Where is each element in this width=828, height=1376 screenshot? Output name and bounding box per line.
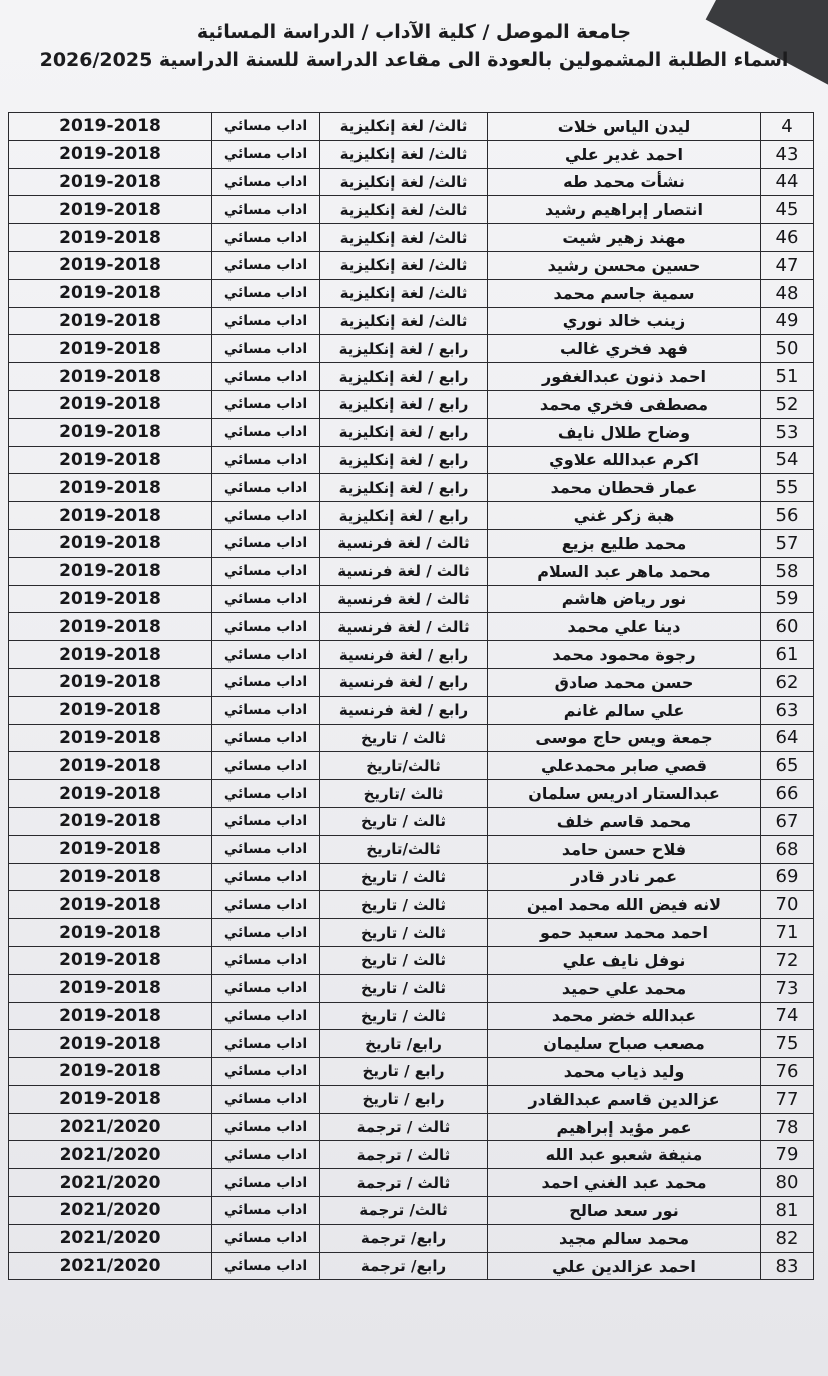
academic-year: 2019-2018 <box>9 1058 212 1086</box>
table-row <box>9 919 814 947</box>
student-name: عزالدين قاسم عبدالقادر <box>488 1085 761 1113</box>
stage-department: ثالث / تاريخ <box>320 1002 488 1030</box>
table-row <box>9 1169 814 1197</box>
stage-department: ثالث/ لغة إنكليزية <box>320 140 488 168</box>
roster-body <box>9 113 814 1280</box>
table-row <box>9 251 814 279</box>
student-name: انتصار إبراهيم رشيد <box>488 196 761 224</box>
row-number: 74 <box>761 1002 814 1030</box>
academic-year: 2019-2018 <box>9 1030 212 1058</box>
student-name: عبدالستار ادريس سلمان <box>488 780 761 808</box>
study-type: اداب مسائي <box>212 585 320 613</box>
table-row <box>9 613 814 641</box>
row-number: 62 <box>761 668 814 696</box>
academic-year: 2021/2020 <box>9 1197 212 1225</box>
study-type: اداب مسائي <box>212 1058 320 1086</box>
study-type: اداب مسائي <box>212 1085 320 1113</box>
row-number: 79 <box>761 1141 814 1169</box>
stage-department: ثالث/ لغة إنكليزية <box>320 196 488 224</box>
study-type: اداب مسائي <box>212 696 320 724</box>
table-row <box>9 696 814 724</box>
student-name: هبة زكر غني <box>488 502 761 530</box>
stage-department: ثالث/تاريخ <box>320 752 488 780</box>
academic-year: 2021/2020 <box>9 1224 212 1252</box>
row-number: 46 <box>761 224 814 252</box>
student-name: احمد غدير علي <box>488 140 761 168</box>
table-row <box>9 363 814 391</box>
table-row <box>9 724 814 752</box>
title-text: اسماء الطلبة المشمولين بالعودة الى مقاعد الدراسة <box>305 49 789 71</box>
row-number: 72 <box>761 946 814 974</box>
table-row <box>9 1030 814 1058</box>
academic-year: 2019-2018 <box>9 251 212 279</box>
academic-year: 2019-2018 <box>9 891 212 919</box>
study-type: اداب مسائي <box>212 1252 320 1280</box>
student-name: وضاح طلال نايف <box>488 418 761 446</box>
row-number: 77 <box>761 1085 814 1113</box>
academic-year: 2019-2018 <box>9 140 212 168</box>
student-name: محمد علي حميد <box>488 974 761 1002</box>
row-number: 57 <box>761 529 814 557</box>
academic-year: 2019-2018 <box>9 807 212 835</box>
stage-department: رابع / لغة فرنسية <box>320 668 488 696</box>
row-number: 51 <box>761 363 814 391</box>
study-type: اداب مسائي <box>212 863 320 891</box>
row-number: 48 <box>761 279 814 307</box>
table-row <box>9 140 814 168</box>
stage-department: رابع/ ترجمة <box>320 1252 488 1280</box>
table-row <box>9 1085 814 1113</box>
student-name: عمر نادر قادر <box>488 863 761 891</box>
stage-department: رابع / تاريخ <box>320 1085 488 1113</box>
row-number: 63 <box>761 696 814 724</box>
study-type: اداب مسائي <box>212 641 320 669</box>
stage-department: ثالث / ترجمة <box>320 1169 488 1197</box>
academic-year: 2019-2018 <box>9 113 212 141</box>
row-number: 43 <box>761 140 814 168</box>
study-type: اداب مسائي <box>212 1141 320 1169</box>
study-type: اداب مسائي <box>212 474 320 502</box>
study-type: اداب مسائي <box>212 140 320 168</box>
stage-department: ثالث/ لغة إنكليزية <box>320 113 488 141</box>
student-name: محمد سالم مجيد <box>488 1224 761 1252</box>
student-name: اكرم عبدالله علاوي <box>488 446 761 474</box>
document-header <box>0 18 828 74</box>
academic-year: 2019-2018 <box>9 196 212 224</box>
stage-department: ثالث / لغة فرنسية <box>320 529 488 557</box>
stage-department: رابع / لغة إنكليزية <box>320 390 488 418</box>
study-type: اداب مسائي <box>212 752 320 780</box>
academic-year: 2019-2018 <box>9 613 212 641</box>
stage-department: ثالث / تاريخ <box>320 891 488 919</box>
study-type: اداب مسائي <box>212 418 320 446</box>
row-number: 80 <box>761 1169 814 1197</box>
stage-department: ثالث / لغة فرنسية <box>320 613 488 641</box>
academic-year: 2019-2018 <box>9 502 212 530</box>
stage-department: رابع / لغة إنكليزية <box>320 502 488 530</box>
study-type: اداب مسائي <box>212 168 320 196</box>
student-name: فهد فخري غالب <box>488 335 761 363</box>
stage-department: رابع / تاريخ <box>320 1058 488 1086</box>
table-row <box>9 780 814 808</box>
row-number: 78 <box>761 1113 814 1141</box>
row-number: 52 <box>761 390 814 418</box>
student-name: عمر مؤيد إبراهيم <box>488 1113 761 1141</box>
study-type: اداب مسائي <box>212 529 320 557</box>
academic-year: 2019-2018 <box>9 529 212 557</box>
study-type: اداب مسائي <box>212 224 320 252</box>
stage-department: ثالث /تاريخ <box>320 780 488 808</box>
stage-department: ثالث / ترجمة <box>320 1141 488 1169</box>
academic-year: 2019-2018 <box>9 390 212 418</box>
academic-year: 2019-2018 <box>9 1002 212 1030</box>
stage-department: ثالث/ لغة إنكليزية <box>320 251 488 279</box>
row-number: 4 <box>761 113 814 141</box>
stage-department: رابع / لغة إنكليزية <box>320 363 488 391</box>
student-name: محمد قاسم خلف <box>488 807 761 835</box>
student-name: زينب خالد نوري <box>488 307 761 335</box>
academic-year: 2019-2018 <box>9 1085 212 1113</box>
student-name: لانه فيض الله محمد امين <box>488 891 761 919</box>
academic-year: 2019-2018 <box>9 279 212 307</box>
table-row <box>9 502 814 530</box>
student-name: نور سعد صالح <box>488 1197 761 1225</box>
stage-department: ثالث / ترجمة <box>320 1113 488 1141</box>
student-name: وليد ذياب محمد <box>488 1058 761 1086</box>
stage-department: ثالث/ ترجمة <box>320 1197 488 1225</box>
stage-department: ثالث / لغة فرنسية <box>320 557 488 585</box>
table-row <box>9 474 814 502</box>
study-type: اداب مسائي <box>212 1197 320 1225</box>
university-line: جامعة الموصل / كلية الآداب / الدراسة المسائية <box>196 21 632 43</box>
study-type: اداب مسائي <box>212 891 320 919</box>
stage-department: ثالث/ لغة إنكليزية <box>320 279 488 307</box>
study-type: اداب مسائي <box>212 1169 320 1197</box>
table-row <box>9 1224 814 1252</box>
table-row <box>9 168 814 196</box>
table-row <box>9 863 814 891</box>
table-row <box>9 335 814 363</box>
document-title <box>0 46 828 74</box>
academic-year: 2019-2018 <box>9 919 212 947</box>
student-name: حسين محسن رشيد <box>488 251 761 279</box>
stage-department: رابع/ تاريخ <box>320 1030 488 1058</box>
academic-year: 2019-2018 <box>9 946 212 974</box>
table-row <box>9 390 814 418</box>
stage-department: ثالث / تاريخ <box>320 919 488 947</box>
row-number: 61 <box>761 641 814 669</box>
study-type: اداب مسائي <box>212 668 320 696</box>
student-name: جمعة ويس حاج موسى <box>488 724 761 752</box>
stage-department: ثالث / لغة فرنسية <box>320 585 488 613</box>
stage-department: ثالث / تاريخ <box>320 946 488 974</box>
table-row <box>9 307 814 335</box>
student-name: احمد محمد سعيد حمو <box>488 919 761 947</box>
row-number: 44 <box>761 168 814 196</box>
study-type: اداب مسائي <box>212 1002 320 1030</box>
table-row <box>9 946 814 974</box>
academic-year: 2021/2020 <box>9 1169 212 1197</box>
study-type: اداب مسائي <box>212 1224 320 1252</box>
student-name: محمد عبد الغني احمد <box>488 1169 761 1197</box>
student-name: مصعب صباح سليمان <box>488 1030 761 1058</box>
study-type: اداب مسائي <box>212 363 320 391</box>
student-name: مهند زهير شيت <box>488 224 761 252</box>
row-number: 45 <box>761 196 814 224</box>
stage-department: ثالث/ لغة إنكليزية <box>320 168 488 196</box>
academic-year: 2019-2018 <box>9 696 212 724</box>
table-row <box>9 835 814 863</box>
academic-year: 2019-2018 <box>9 974 212 1002</box>
row-number: 67 <box>761 807 814 835</box>
row-number: 55 <box>761 474 814 502</box>
academic-year: 2019-2018 <box>9 446 212 474</box>
academic-year: 2021/2020 <box>9 1252 212 1280</box>
study-type: اداب مسائي <box>212 390 320 418</box>
table-row <box>9 1113 814 1141</box>
student-roster-table <box>8 112 814 1280</box>
study-type: اداب مسائي <box>212 307 320 335</box>
academic-year: 2021/2020 <box>9 1141 212 1169</box>
student-name: احمد عزالدين علي <box>488 1252 761 1280</box>
row-number: 47 <box>761 251 814 279</box>
academic-year: 2019-2018 <box>9 641 212 669</box>
study-type: اداب مسائي <box>212 835 320 863</box>
table-row <box>9 807 814 835</box>
row-number: 65 <box>761 752 814 780</box>
table-row <box>9 974 814 1002</box>
table-row <box>9 1058 814 1086</box>
table-row <box>9 668 814 696</box>
table-row <box>9 1141 814 1169</box>
academic-year: 2019-2018 <box>9 752 212 780</box>
row-number: 50 <box>761 335 814 363</box>
student-name: احمد ذنون عبدالغفور <box>488 363 761 391</box>
academic-year: 2019-2018 <box>9 168 212 196</box>
student-name: مصطفى فخري محمد <box>488 390 761 418</box>
row-number: 73 <box>761 974 814 1002</box>
study-type: اداب مسائي <box>212 251 320 279</box>
student-name: فلاح حسن حامد <box>488 835 761 863</box>
row-number: 82 <box>761 1224 814 1252</box>
study-type: اداب مسائي <box>212 807 320 835</box>
table-row <box>9 446 814 474</box>
academic-year: 2019-2018 <box>9 474 212 502</box>
row-number: 58 <box>761 557 814 585</box>
row-number: 83 <box>761 1252 814 1280</box>
row-number: 56 <box>761 502 814 530</box>
stage-department: رابع / لغة فرنسية <box>320 641 488 669</box>
row-number: 71 <box>761 919 814 947</box>
student-name: ليدن الياس خلات <box>488 113 761 141</box>
row-number: 75 <box>761 1030 814 1058</box>
row-number: 70 <box>761 891 814 919</box>
table-row <box>9 418 814 446</box>
academic-year: 2019-2018 <box>9 418 212 446</box>
row-number: 76 <box>761 1058 814 1086</box>
row-number: 54 <box>761 446 814 474</box>
row-number: 68 <box>761 835 814 863</box>
table-row <box>9 279 814 307</box>
student-name: نوفل نايف علي <box>488 946 761 974</box>
student-name: عمار قحطان محمد <box>488 474 761 502</box>
row-number: 69 <box>761 863 814 891</box>
academic-year: 2019-2018 <box>9 335 212 363</box>
student-name: نور رياض هاشم <box>488 585 761 613</box>
academic-year: 2021/2020 <box>9 1113 212 1141</box>
study-type: اداب مسائي <box>212 335 320 363</box>
stage-department: ثالث / تاريخ <box>320 807 488 835</box>
student-name: محمد طليع بزيع <box>488 529 761 557</box>
study-type: اداب مسائي <box>212 613 320 641</box>
study-type: اداب مسائي <box>212 557 320 585</box>
student-name: سمية جاسم محمد <box>488 279 761 307</box>
academic-year: 2019-2018 <box>9 307 212 335</box>
row-number: 59 <box>761 585 814 613</box>
table-row <box>9 752 814 780</box>
row-number: 53 <box>761 418 814 446</box>
study-type: اداب مسائي <box>212 1113 320 1141</box>
table-row <box>9 585 814 613</box>
study-type: اداب مسائي <box>212 724 320 752</box>
academic-year: 2019-2018 <box>9 557 212 585</box>
stage-department: ثالث / تاريخ <box>320 724 488 752</box>
student-name: رجوة محمود محمد <box>488 641 761 669</box>
row-number: 60 <box>761 613 814 641</box>
table-row <box>9 557 814 585</box>
stage-department: رابع/ ترجمة <box>320 1224 488 1252</box>
academic-year: 2019-2018 <box>9 724 212 752</box>
table-row <box>9 1002 814 1030</box>
table-row <box>9 224 814 252</box>
student-name: حسن محمد صادق <box>488 668 761 696</box>
academic-year-text: للسنة الدراسية 2026/2025 <box>39 49 300 71</box>
table-row <box>9 196 814 224</box>
student-name: منيفة شعبو عبد الله <box>488 1141 761 1169</box>
academic-year: 2019-2018 <box>9 835 212 863</box>
student-name: محمد ماهر عبد السلام <box>488 557 761 585</box>
row-number: 49 <box>761 307 814 335</box>
stage-department: رابع / لغة إنكليزية <box>320 474 488 502</box>
study-type: اداب مسائي <box>212 1030 320 1058</box>
study-type: اداب مسائي <box>212 974 320 1002</box>
stage-department: رابع / لغة إنكليزية <box>320 418 488 446</box>
study-type: اداب مسائي <box>212 446 320 474</box>
academic-year: 2019-2018 <box>9 585 212 613</box>
stage-department: ثالث/تاريخ <box>320 835 488 863</box>
study-type: اداب مسائي <box>212 919 320 947</box>
academic-year: 2019-2018 <box>9 780 212 808</box>
table-row <box>9 891 814 919</box>
stage-department: ثالث/ لغة إنكليزية <box>320 307 488 335</box>
row-number: 66 <box>761 780 814 808</box>
stage-department: ثالث/ لغة إنكليزية <box>320 224 488 252</box>
study-type: اداب مسائي <box>212 113 320 141</box>
row-number: 81 <box>761 1197 814 1225</box>
table-row <box>9 1197 814 1225</box>
stage-department: ثالث / تاريخ <box>320 863 488 891</box>
stage-department: رابع / لغة إنكليزية <box>320 446 488 474</box>
student-name: قصي صابر محمدعلي <box>488 752 761 780</box>
academic-year: 2019-2018 <box>9 863 212 891</box>
table-row <box>9 529 814 557</box>
study-type: اداب مسائي <box>212 780 320 808</box>
academic-year: 2019-2018 <box>9 363 212 391</box>
table-row <box>9 641 814 669</box>
student-name: عبدالله خضر محمد <box>488 1002 761 1030</box>
academic-year: 2019-2018 <box>9 224 212 252</box>
study-type: اداب مسائي <box>212 279 320 307</box>
study-type: اداب مسائي <box>212 502 320 530</box>
student-name: علي سالم غانم <box>488 696 761 724</box>
student-name: دينا علي محمد <box>488 613 761 641</box>
study-type: اداب مسائي <box>212 196 320 224</box>
academic-year: 2019-2018 <box>9 668 212 696</box>
row-number: 64 <box>761 724 814 752</box>
table-row <box>9 1252 814 1280</box>
table-row <box>9 113 814 141</box>
student-name: نشأت محمد طه <box>488 168 761 196</box>
stage-department: رابع / لغة فرنسية <box>320 696 488 724</box>
stage-department: رابع / لغة إنكليزية <box>320 335 488 363</box>
stage-department: ثالث / تاريخ <box>320 974 488 1002</box>
study-type: اداب مسائي <box>212 946 320 974</box>
